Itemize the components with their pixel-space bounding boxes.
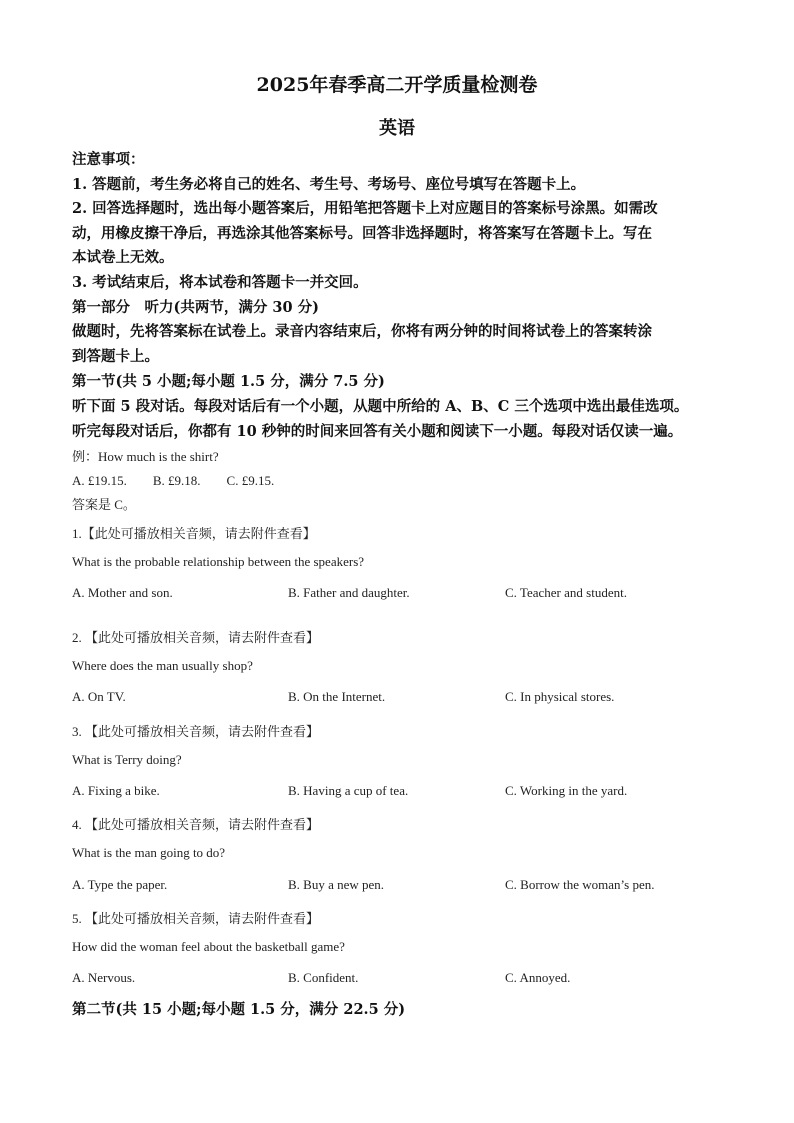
q3-question: What is Terry doing? [72, 752, 182, 767]
q3-option-a: A. Fixing a bike. [72, 783, 160, 798]
q5-option-b: B. Confident. [288, 970, 359, 985]
q3-audio-placeholder[interactable]: 3. 【此处可播放相关音频，请去附件查看】 [72, 724, 320, 739]
q1-question: What is the probable relationship between the speakers? [72, 554, 365, 569]
q1-option-c: C. Teacher and student. [505, 585, 627, 600]
section1-heading: 第一节(共 5 小题;每小题 1.5 分，满分 7.5 分) [72, 373, 385, 390]
q3-option-c: C. Working in the yard. [505, 783, 628, 798]
q4-question: What is the man going to do? [72, 845, 226, 860]
q4-option-a: A. Type the paper. [72, 877, 168, 892]
q5-option-c: C. Annoyed. [505, 970, 571, 985]
exam-subject: 英语 [379, 118, 415, 139]
note-item-2-line-2: 动，用橡皮擦干净后，再选涂其他答案标号。回答非选择题时，将答案写在答题卡上。写在 [72, 225, 652, 242]
q5-question: How did the woman feel about the basketball game? [72, 939, 345, 954]
q1-option-a: A. Mother and son. [72, 585, 173, 600]
exam-title: 2025年春季高二开学质量检测卷 [256, 74, 538, 96]
note-item-1: 1. 答题前，考生务必将自己的姓名、考生号、考场号、座位号填写在答题卡上。 [72, 176, 586, 193]
example-question: 例：How much is the shirt? [72, 449, 219, 464]
part1-instructions-line-2: 到答题卡上。 [72, 348, 159, 365]
notes-heading: 注意事项： [72, 151, 145, 168]
example-options: A. £19.15. B. £9.18. C. £9.15. [72, 473, 275, 488]
section2-heading: 第二节(共 15 小题;每小题 1.5 分，满分 22.5 分) [72, 1001, 406, 1018]
q4-option-c: C. Borrow the woman’s pen. [505, 877, 655, 892]
q3-option-b: B. Having a cup of tea. [288, 783, 409, 798]
note-item-2-line-1: 2. 回答选择题时，选出每小题答案后，用铅笔把答题卡上对应题目的答案标号涂黑。如需改 [72, 200, 658, 217]
q4-audio-placeholder[interactable]: 4. 【此处可播放相关音频，请去附件查看】 [72, 817, 320, 832]
section1-instructions-line-2: 听完每段对话后，你都有 10 秒钟的时间来回答有关小题和阅读下一小题。每段对话仅读一遍。 [72, 423, 683, 440]
example-answer: 答案是 C。 [72, 497, 136, 512]
note-item-2-line-3: 本试卷上无效。 [72, 249, 174, 266]
q2-option-b: B. On the Internet. [288, 689, 386, 704]
note-item-3: 3. 考试结束后，将本试卷和答题卡一并交回。 [72, 274, 368, 291]
q2-audio-placeholder[interactable]: 2. 【此处可播放相关音频，请去附件查看】 [72, 630, 320, 645]
q2-question: Where does the man usually shop? [72, 658, 253, 673]
q5-option-a: A. Nervous. [72, 970, 136, 985]
part1-instructions-line-1: 做题时，先将答案标在试卷上。录音内容结束后，你将有两分钟的时间将试卷上的答案转涂 [72, 323, 652, 340]
q2-option-a: A. On TV. [72, 689, 126, 704]
q4-option-b: B. Buy a new pen. [288, 877, 385, 892]
q2-option-c: C. In physical stores. [505, 689, 615, 704]
q1-option-b: B. Father and daughter. [288, 585, 410, 600]
section1-instructions-line-1: 听下面 5 段对话。每段对话后有一个小题，从题中所给的 A、B、C 三个选项中选出最佳选项。 [72, 398, 689, 415]
q1-audio-placeholder[interactable]: 1.【此处可播放相关音频，请去附件查看】 [72, 526, 316, 541]
q5-audio-placeholder[interactable]: 5. 【此处可播放相关音频，请去附件查看】 [72, 911, 320, 926]
part1-heading: 第一部分 听力(共两节，满分 30 分) [72, 299, 319, 316]
